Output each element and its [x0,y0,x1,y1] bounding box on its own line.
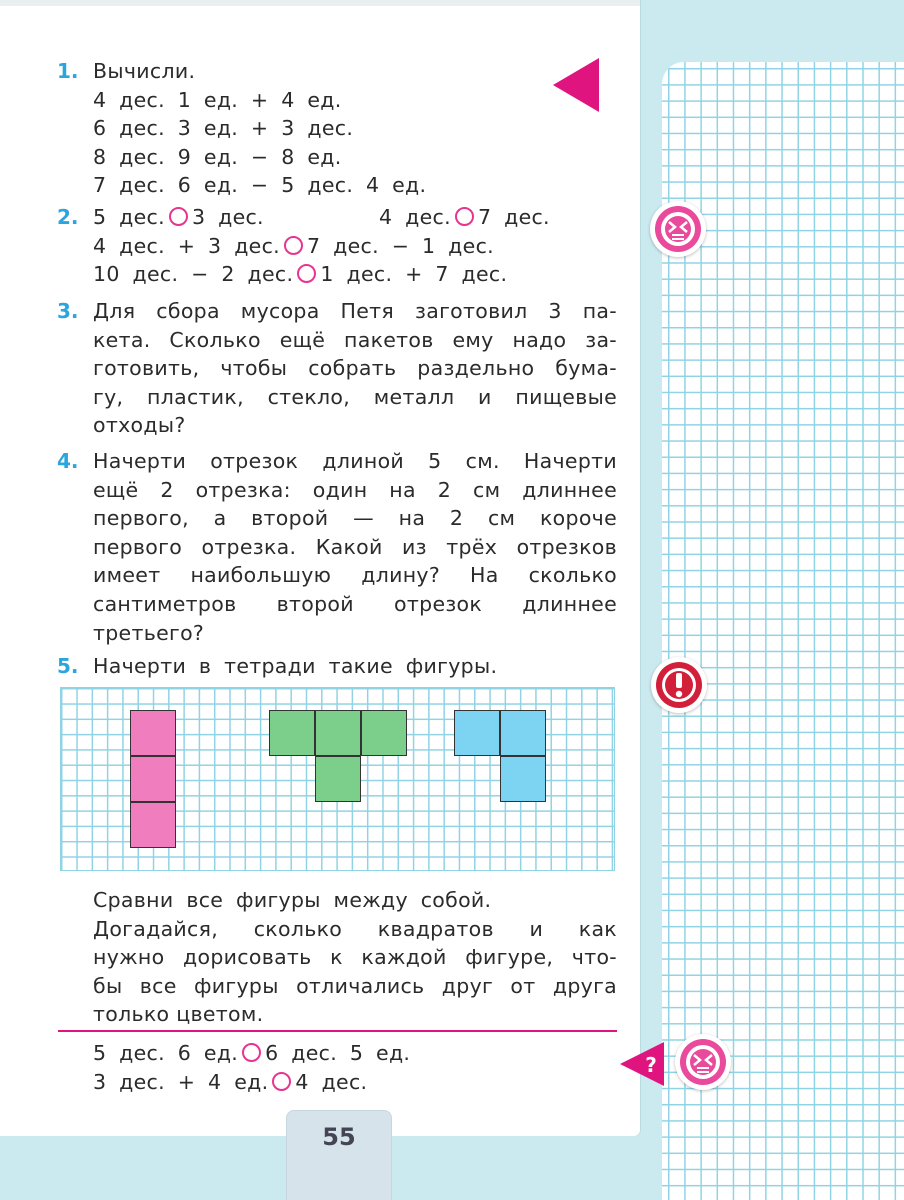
exclamation-badge-icon [651,657,707,713]
exercise-1-number: 1. [57,59,79,83]
exercise-4-line: имеет наибольшую длину? На сколько [93,563,617,588]
pink-square [130,756,176,802]
thinking-badge-icon [650,201,706,257]
expr: 1 дес. + 7 дес. [320,262,508,287]
expr: 6 дес. 5 ед. [265,1041,411,1065]
exercise-1-line: 4 дес. 1 ед. + 4 ед. [93,87,342,112]
expr: 4 дес. [379,205,451,229]
exercise-2-row-1-right [379,203,550,232]
exercise-4-line: первого, а второй — на 2 см короче [93,506,617,531]
exercise-2-row-3 [93,260,507,289]
exercise-2-row-1-left [93,203,264,232]
green-square [315,710,361,756]
exercise-3-line: готовить, чтобы собрать раздельно бума- [93,356,617,381]
exercise-4-line: третьего? [93,620,205,645]
triangle-marker-icon [553,58,599,112]
exercise-5-line: Сравни все фигуры между собой. [93,888,492,912]
figures-grid [60,687,615,871]
expr: 3 дес. + 4 ед. [93,1069,269,1094]
bottom-row-2 [93,1068,367,1097]
exercise-5-line: Догадайся, сколько квадратов и как [93,916,617,941]
blue-square [500,710,546,756]
pink-square [130,802,176,848]
question-mark-text: ? [645,1053,657,1077]
exercise-3-number: 3. [57,299,79,323]
pink-square [130,710,176,756]
blue-square [454,710,500,756]
exercise-5-line: только цветом. [93,1002,264,1027]
expr: 5 дес. [93,205,165,229]
exercise-4-line: Начерти отрезок длиной 5 см. Начерти [93,449,617,473]
exercise-3-line: Для сбора мусора Петя заготовил 3 па- [93,299,617,323]
exercise-3-line: гу, пластик, стекло, металл и пищевые [93,384,617,409]
page-top-bar [0,0,640,6]
section-divider [58,1030,617,1032]
expr: 5 дес. 6 ед. [93,1041,239,1065]
expr: 7 дес. − 1 дес. [306,233,494,258]
exercise-5-line: бы все фигуры отличались друг от друга [93,973,617,998]
exercise-1-line: 8 дес. 9 ед. − 8 ед. [93,144,342,169]
exercise-1-line: 7 дес. 6 ед. − 5 дес. 4 ед. [93,173,427,198]
page-number: 55 [322,1123,356,1151]
exercise-2-number: 2. [57,205,79,229]
expr: 4 дес. [295,1069,368,1094]
compare-circle[interactable] [284,236,303,255]
expr: 10 дес. − 2 дес. [93,262,294,287]
exercise-2-row-2 [93,232,494,261]
exercise-4-line: сантиметров второй отрезок длиннее [93,592,617,616]
bottom-row-1 [93,1039,410,1068]
exercise-5-title: Начерти в тетради такие фигуры. [93,654,498,678]
exercise-4-line: первого отрезка. Какой из трёх отрезков [93,534,617,559]
exercise-4-line: ещё 2 отрезка: один на 2 см длиннее [93,477,617,502]
compare-circle[interactable] [242,1043,261,1062]
green-square [269,710,315,756]
green-square [315,756,361,802]
expr: 4 дес. + 3 дес. [93,233,280,258]
exercise-1-line: 6 дес. 3 ед. + 3 дес. [93,116,354,141]
exercise-5-line: нужно дорисовать к каждой фигуре, что- [93,945,617,970]
exercise-1-title: Вычисли. [93,59,196,83]
compare-circle[interactable] [272,1072,291,1091]
exercise-3-line: отходы? [93,413,186,438]
exercise-4-number: 4. [57,449,79,473]
compare-circle[interactable] [455,207,474,226]
compare-circle[interactable] [169,207,188,226]
compare-circle[interactable] [297,264,316,283]
green-square [361,710,407,756]
blue-square [500,756,546,802]
expr: 7 дес. [477,205,550,229]
exercise-3-line: кета. Сколько ещё пакетов ему надо за- [93,327,617,352]
question-marker-icon [620,1038,672,1090]
expr: 3 дес. [191,205,264,229]
exercise-5-number: 5. [57,654,79,678]
page-number-tab [286,1110,392,1200]
thinking-badge-icon [675,1034,731,1090]
